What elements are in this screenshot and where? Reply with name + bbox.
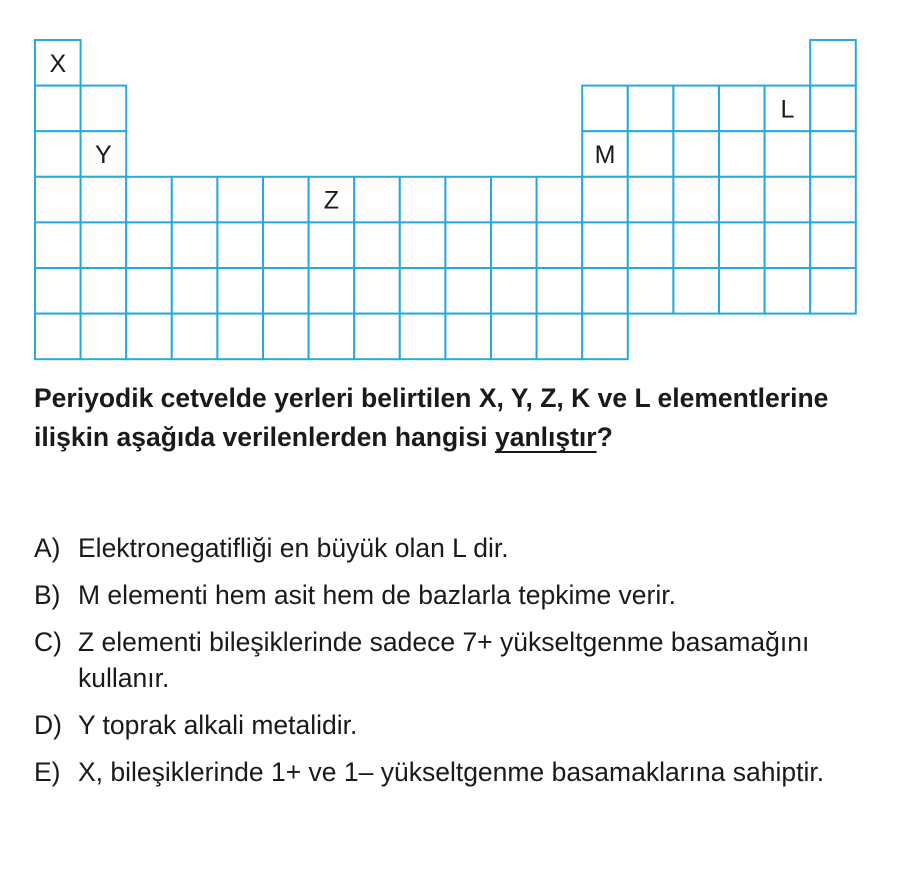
option-text: Z elementi bileşiklerinde sadece 7+ yükseltgenme basamağını kullanır. bbox=[78, 627, 810, 693]
answer-options bbox=[34, 530, 884, 801]
table-cell bbox=[172, 177, 218, 223]
table-cell bbox=[217, 177, 263, 223]
table-cell bbox=[354, 314, 400, 360]
table-cell bbox=[765, 222, 811, 268]
table-cell bbox=[765, 268, 811, 314]
table-cell bbox=[628, 131, 674, 177]
table-cell bbox=[765, 131, 811, 177]
table-cell bbox=[582, 177, 628, 223]
table-cell bbox=[35, 314, 81, 360]
table-cell bbox=[491, 177, 537, 223]
table-cell bbox=[263, 222, 309, 268]
table-cell bbox=[673, 268, 719, 314]
table-cell bbox=[810, 86, 856, 132]
table-cell bbox=[400, 222, 446, 268]
periodic-table-grid bbox=[0, 0, 916, 370]
table-cell bbox=[628, 86, 674, 132]
table-cell bbox=[217, 222, 263, 268]
table-cell bbox=[810, 40, 856, 86]
table-cell bbox=[673, 222, 719, 268]
table-cell bbox=[35, 222, 81, 268]
option-c[interactable] bbox=[34, 624, 884, 696]
table-cell bbox=[810, 131, 856, 177]
option-text: Y toprak alkali metalidir. bbox=[78, 710, 358, 740]
table-cell bbox=[172, 222, 218, 268]
table-cell bbox=[491, 222, 537, 268]
table-cell bbox=[582, 222, 628, 268]
table-cell bbox=[35, 86, 81, 132]
option-a[interactable] bbox=[34, 530, 884, 566]
table-cell bbox=[126, 314, 172, 360]
table-cell bbox=[400, 314, 446, 360]
table-cell bbox=[537, 268, 583, 314]
table-cell bbox=[719, 222, 765, 268]
option-d[interactable] bbox=[34, 707, 884, 743]
option-letter: B) bbox=[34, 580, 61, 610]
question-text: Periyodik cetvelde yerleri belirtilen X, Y, Z, K ve L elementlerine ilişkin aşağıda verilenlerden hangisi bbox=[34, 383, 829, 452]
option-text: X, bileşiklerinde 1+ ve 1– yükseltgenme basamaklarına sahiptir. bbox=[78, 757, 825, 787]
table-cell bbox=[354, 222, 400, 268]
element-label-l: L bbox=[780, 95, 795, 124]
table-cell bbox=[81, 268, 127, 314]
table-cell bbox=[628, 268, 674, 314]
table-cell bbox=[445, 222, 491, 268]
table-cell bbox=[309, 268, 355, 314]
option-text: Elektronegatifliği en büyük olan L dir. bbox=[78, 533, 509, 563]
table-cell bbox=[719, 177, 765, 223]
table-cell bbox=[628, 177, 674, 223]
table-cell bbox=[309, 314, 355, 360]
option-letter: E) bbox=[34, 757, 61, 787]
table-cell bbox=[810, 268, 856, 314]
element-label-m: M bbox=[594, 141, 616, 169]
table-cell bbox=[719, 131, 765, 177]
table-cell bbox=[81, 86, 127, 132]
table-cell bbox=[81, 314, 127, 360]
table-cell bbox=[126, 222, 172, 268]
question-emphasis: yanlıştır bbox=[494, 422, 597, 452]
table-cell bbox=[126, 177, 172, 223]
option-b[interactable] bbox=[34, 577, 884, 613]
table-cell bbox=[309, 222, 355, 268]
table-cell bbox=[582, 86, 628, 132]
element-label-z: Z bbox=[323, 186, 340, 215]
table-cell bbox=[354, 177, 400, 223]
table-cell bbox=[537, 222, 583, 268]
table-cell bbox=[172, 268, 218, 314]
table-cell bbox=[810, 177, 856, 223]
table-cell bbox=[217, 268, 263, 314]
option-e[interactable] bbox=[34, 754, 884, 790]
table-cell bbox=[126, 268, 172, 314]
table-cell bbox=[537, 177, 583, 223]
table-cell bbox=[172, 314, 218, 360]
table-cell bbox=[81, 177, 127, 223]
table-cell bbox=[263, 268, 309, 314]
table-cell bbox=[673, 86, 719, 132]
table-cell bbox=[491, 314, 537, 360]
option-letter: C) bbox=[34, 627, 62, 657]
table-cell bbox=[719, 86, 765, 132]
table-cell bbox=[491, 268, 537, 314]
table-cell bbox=[35, 131, 81, 177]
table-cell bbox=[765, 177, 811, 223]
table-cell bbox=[263, 314, 309, 360]
table-cell bbox=[810, 222, 856, 268]
table-cell bbox=[445, 177, 491, 223]
table-cell bbox=[217, 314, 263, 360]
table-cell bbox=[582, 314, 628, 360]
table-cell bbox=[35, 268, 81, 314]
table-cell bbox=[537, 314, 583, 360]
option-letter: A) bbox=[34, 533, 61, 563]
question-mark: ? bbox=[596, 422, 613, 452]
table-cell bbox=[719, 268, 765, 314]
table-cell bbox=[400, 268, 446, 314]
table-cell bbox=[81, 222, 127, 268]
element-label-x: X bbox=[49, 49, 67, 78]
table-cell bbox=[263, 177, 309, 223]
question-stem bbox=[34, 379, 869, 457]
table-cell bbox=[673, 177, 719, 223]
table-cell bbox=[628, 222, 674, 268]
table-cell bbox=[35, 177, 81, 223]
table-cell bbox=[445, 268, 491, 314]
option-text: M elementi hem asit hem de bazlarla tepkime verir. bbox=[78, 580, 676, 610]
table-cell bbox=[445, 314, 491, 360]
element-label-y: Y bbox=[95, 141, 112, 169]
table-cell bbox=[673, 131, 719, 177]
option-letter: D) bbox=[34, 710, 62, 740]
table-cell bbox=[354, 268, 400, 314]
table-cell bbox=[400, 177, 446, 223]
table-cell bbox=[582, 268, 628, 314]
